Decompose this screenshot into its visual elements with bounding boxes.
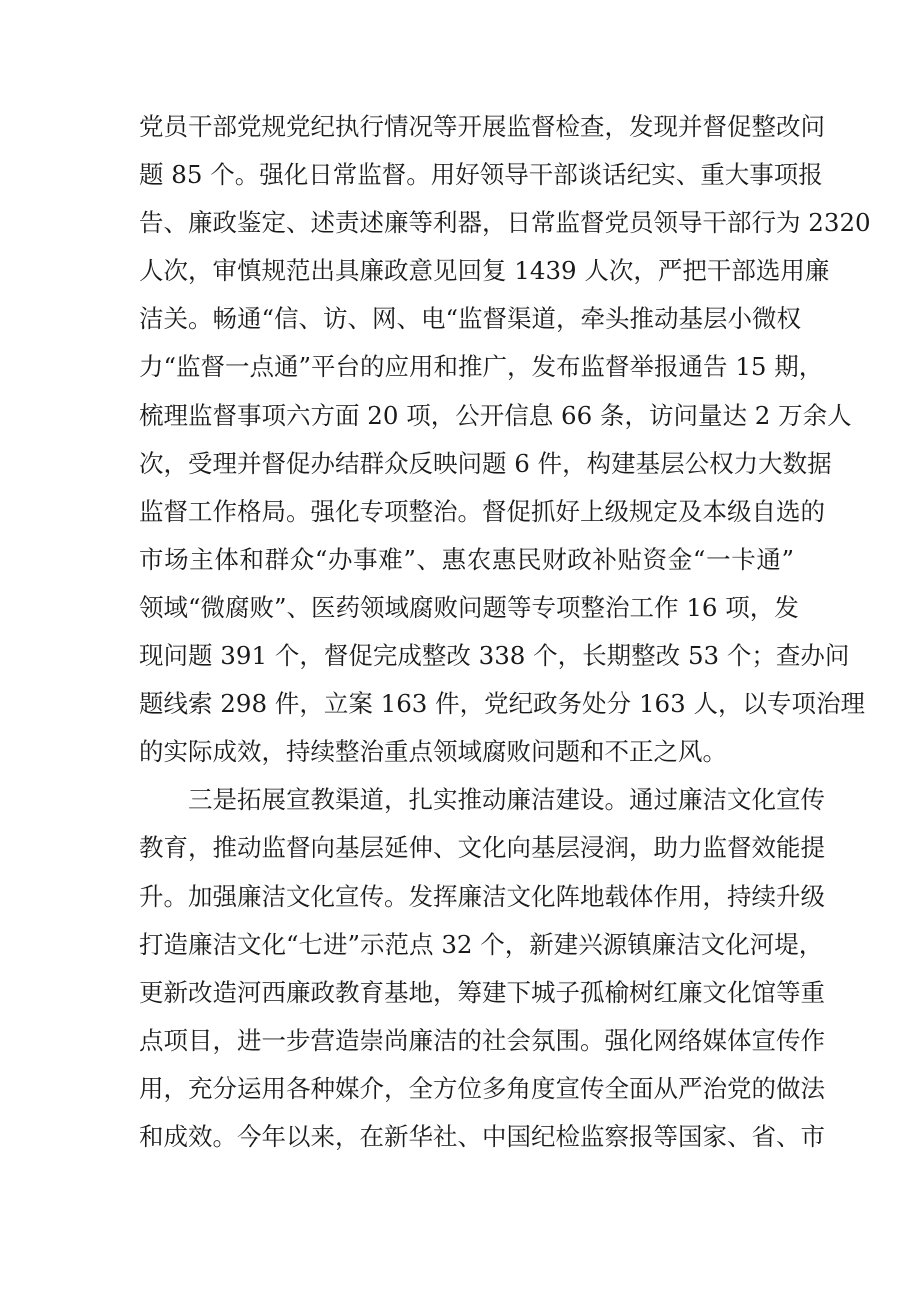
text-line: 打造廉洁文化“七进”示范点 32 个，新建兴源镇廉洁文化河堤， (139, 929, 824, 959)
text-line: 升。加强廉洁文化宣传。发挥廉洁文化阵地载体作用，持续升级 (139, 881, 825, 911)
text-line: 和成效。今年以来，在新华社、中国纪检监察报等国家、省、市 (139, 1121, 825, 1151)
text-line: 现问题 391 个，督促完成整改 338 个，长期整改 53 个；查办问 (139, 641, 850, 671)
text-line: 洁关。畅通“信、访、网、电“监督渠道，牵头推动基层小微权 (139, 304, 802, 334)
text-line: 点项目，进一步营造崇尚廉洁的社会氛围。强化网络媒体宣传作 (139, 1025, 825, 1055)
text-line: 党员干部党规党纪执行情况等开展监督检查，发现并督促整改问 (139, 112, 825, 141)
text-line: 更新改造河西廉政教育基地，筹建下城子孤榆树红廉文化馆等重 (139, 977, 825, 1007)
text-line: 监督工作格局。强化专项整治。督促抓好上级规定及本级自选的 (139, 496, 825, 526)
text-line: 题线索 298 件，立案 163 件，党纪政务处分 163 人，以专项治理 (139, 689, 866, 719)
text-line: 教育，推动监督向基层延伸、文化向基层浸润，助力监督效能提 (139, 833, 825, 863)
text-line: 梳理监督事项六方面 20 项，公开信息 66 条，访问量达 2 万余人 (139, 400, 852, 430)
text-line: 人次，审慎规范出具廉政意见回复 1439 人次，严把干部选用廉 (139, 256, 830, 286)
text-line: 题 85 个。强化日常监督。用好领导干部谈话纪实、重大事项报 (139, 160, 823, 190)
text-line: 用，充分运用各种媒介，全方位多角度宣传全面从严治党的做法 (139, 1073, 825, 1103)
text-line: 次，受理并督促办结群众反映问题 6 件，构建基层公权力大数据 (139, 448, 832, 478)
text-line: 告、廉政鉴定、述责述廉等利器，日常监督党员领导干部行为 2320 (139, 208, 871, 238)
text-line: 的实际成效，持续整治重点领域腐败问题和不正之风。 (139, 737, 727, 767)
text-line: 市场主体和群众“办事难”、惠农惠民财政补贴资金“一卡通” (139, 544, 794, 574)
body-text (139, 103, 871, 1161)
text-line: 领域“微腐败”、医药领域腐败问题等专项整治工作 16 项，发 (139, 592, 799, 622)
paragraph-education (139, 776, 825, 1161)
text-line: 三是拓展宣教渠道，扎实推动廉洁建设。通过廉洁文化宣传 (188, 785, 825, 815)
text-line: 力“监督一点通”平台的应用和推广，发布监督举报通告 15 期， (139, 352, 824, 382)
paragraph-supervision (139, 103, 871, 776)
